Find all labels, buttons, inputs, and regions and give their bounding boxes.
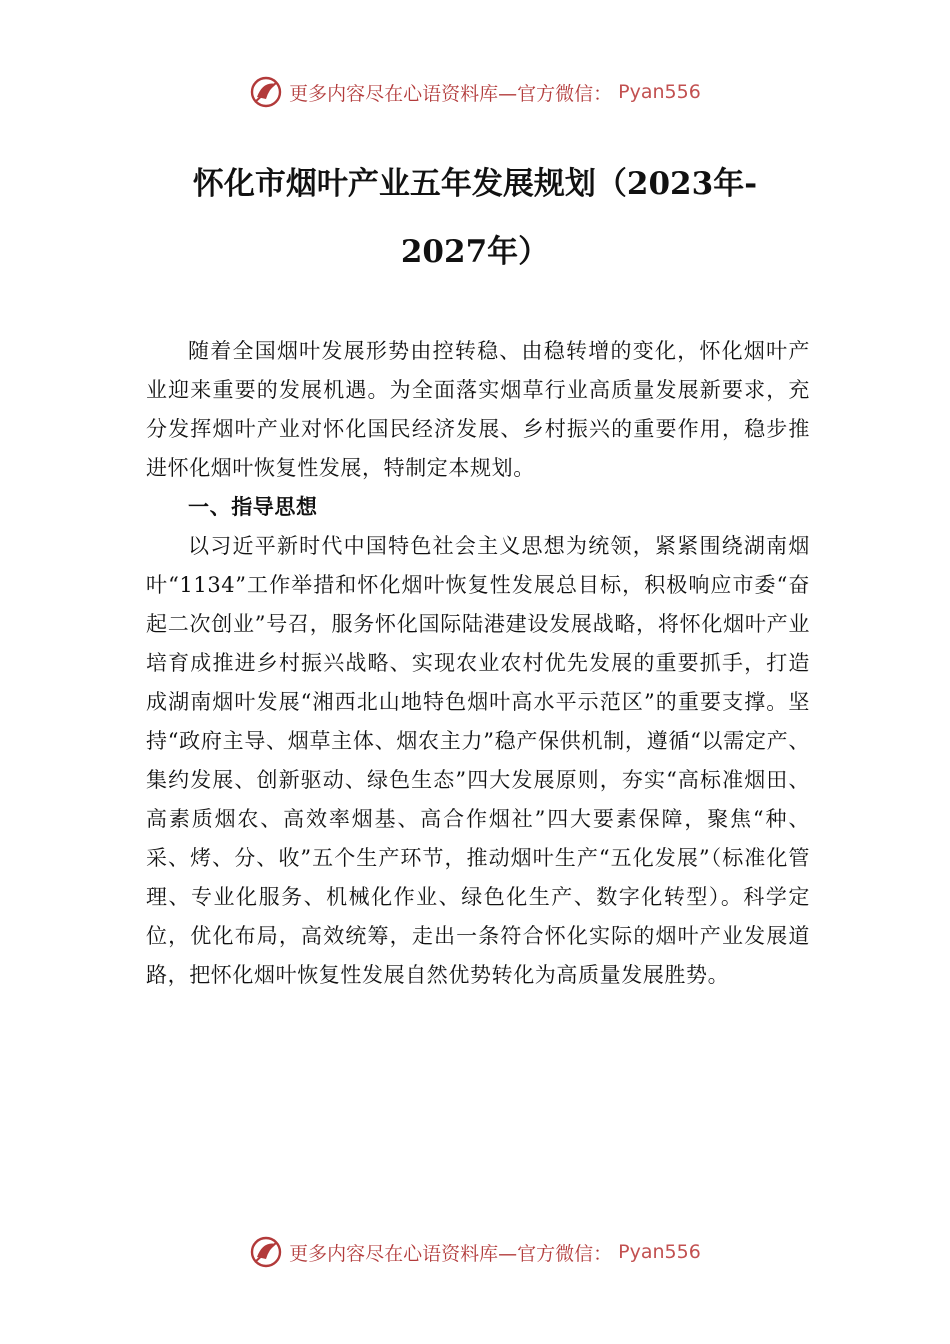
watermark-top: [0, 72, 950, 112]
watermark-bottom: [0, 1232, 950, 1272]
watermark-text: 更多内容尽在心语资料库—官方微信：: [289, 1242, 613, 1265]
intro-paragraph: 随着全国烟叶发展形势由控转稳、由稳转增的变化，怀化烟叶产业迎来重要的发展机遇。为全面落实烟草行业高质量发展新要求，充分发挥烟叶产业对怀化国民经济发展、乡村振兴的重要作用，稳步推进怀化烟叶恢复性发展，特制定本规划。: [146, 339, 810, 480]
brand-logo-icon: [249, 75, 283, 109]
document-title-line1: 怀化市烟叶产业五年发展规划（2023年-: [192, 166, 758, 202]
watermark-text: 更多内容尽在心语资料库—官方微信：: [289, 82, 613, 105]
watermark-contact: Pyan556: [618, 81, 701, 103]
brand-logo-icon: [249, 1235, 283, 1269]
section1-paragraph: 以习近平新时代中国特色社会主义思想为统领，紧紧围绕湖南烟叶“1134”工作举措和怀化烟叶恢复性发展总目标，积极响应市委“奋起二次创业”号召，服务怀化国际陆港建设发展战略，将怀化烟叶产业培育成推进乡村振兴战略、实现农业农村优先发展的重要抓手，打造成湖南烟叶发展“湘西北山地特色烟叶高水平示范区”的重要支撑。坚持“政府主导、烟草主体、烟农主力”稳产保供机制，遵循“以需定产、集约发展、创新驱动、绿色生态”四大发展原则，夯实“高标准烟田、高素质烟农、高效率烟基、高合作烟社”四大要素保障，聚焦“种、采、烤、分、收”五个生产环节，推动烟叶生产“五化发展”（标准化管理、专业化服务、机械化作业、绿色化生产、数字化转型）。科学定位，优化布局，高效统筹，走出一条符合怀化实际的烟叶产业发展道路，把怀化烟叶恢复性发展自然优势转化为高质量发展胜势。: [146, 534, 810, 987]
document-body: [146, 332, 810, 995]
watermark-contact: Pyan556: [618, 1241, 701, 1263]
section-heading-guiding-ideology: 一、指导思想: [188, 495, 318, 519]
document-title-line2: 2027年）: [400, 234, 550, 270]
